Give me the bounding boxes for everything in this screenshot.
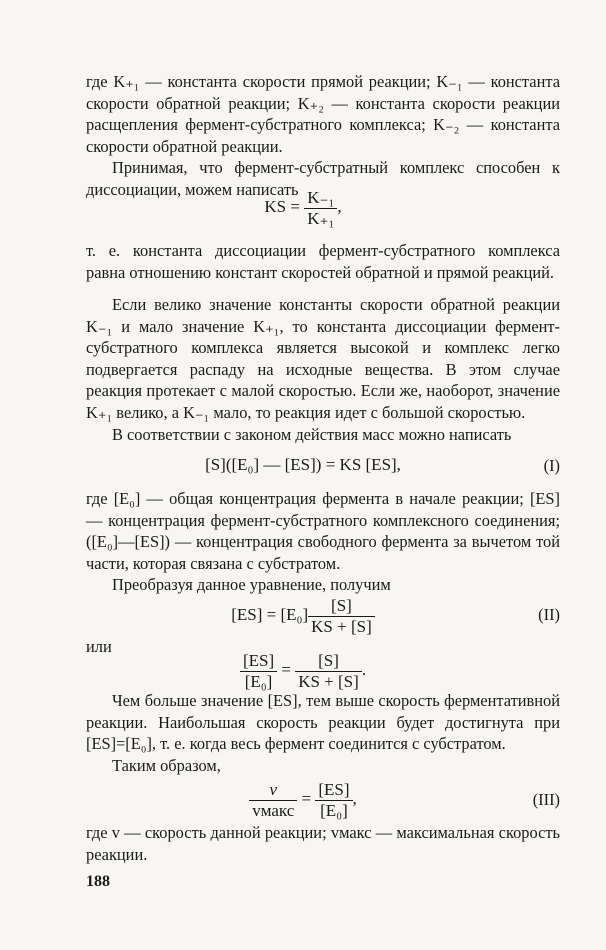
equation-2-lhs: [ES] = [E₀] (231, 604, 309, 624)
equation-2-denominator: KS + [S] (308, 616, 375, 637)
paragraph-thus: Таким образом, (112, 756, 221, 775)
paragraph-definitions: где [E₀] — общая концентрация фермента в начале реакции; [ES] — концентрация фермент-субстратного комплексного соединения; ([E₀]—[ES]) — концентрация свободного фермента за вычетом той части, которая связана с субстратом. (86, 489, 560, 573)
equation-3-right-numerator: [ES] (318, 780, 350, 799)
equation-ratio-right-numerator: [S] (318, 651, 339, 670)
formula-ks (0, 188, 606, 228)
equation-2 (0, 596, 606, 636)
equation-ratio-equals: = (281, 659, 291, 679)
equation-3-left-denominator: vмакс (249, 800, 297, 821)
paragraph-transform: Преобразуя данное уравнение, получим (112, 575, 391, 594)
equation-3-right (315, 780, 352, 820)
page-number: 188 (86, 873, 110, 890)
equation-1-body: [S]([E₀] — [ES]) = KS [ES], (205, 455, 401, 474)
formula-ks-denominator: K₊₁ (304, 208, 337, 229)
equation-ratio (0, 651, 606, 691)
paragraph-mass-action: В соответствии с законом действия масс можно написать (112, 425, 512, 444)
equation-2-fraction (308, 596, 375, 636)
paragraph-constants: где K₊₁ — константа скорости прямой реакции; K₋₁ — константа скорости обратной реакции; K₊₂ — константа скорости реакции расщепления фермент-субстратного комплекса; K₋₂ — константа скорости обратной реакции. (86, 72, 560, 156)
equation-ratio-left-numerator: [ES] (242, 651, 275, 670)
paragraph-dissociation-meaning: т. е. константа диссоциации фермент-субстратного комплекса равна отношению констант скоростей обратной и прямой реакций. (86, 241, 560, 282)
formula-ks-tail: , (337, 196, 342, 216)
equation-ratio-left-denominator: [E₀] (240, 671, 277, 692)
equation-3 (0, 780, 606, 820)
paragraph-or: или (86, 637, 112, 656)
paragraph-v-definition: где v — скорость данной реакции; vмакс — максимальная скорость реакции. (86, 823, 560, 864)
paragraph-max-rate: Чем больше значение [ES], тем выше скорость ферментативной реакции. Наибольшая скорость реакции будет достигнута при [ES]=[E₀], т. е. когда весь фермент соединится с субстратом. (86, 691, 560, 754)
equation-2-number: (II) (538, 605, 560, 624)
equation-ratio-right (295, 651, 362, 691)
equation-3-tail: , (352, 788, 357, 808)
equation-3-left (249, 780, 297, 820)
equation-2-numerator: [S] (331, 596, 352, 615)
equation-3-left-numerator: v (269, 780, 278, 799)
equation-ratio-tail: . (361, 659, 367, 679)
equation-3-right-denominator: [E₀] (315, 800, 352, 821)
paragraph-dissociation-intro: Принимая, что фермент-субстратный комплекс способен к диссоциации, можем написать (86, 158, 560, 199)
equation-1 (0, 455, 606, 475)
formula-ks-numerator: K₋₁ (307, 188, 335, 207)
equation-ratio-left (240, 651, 277, 691)
equation-3-equals: = (301, 788, 312, 808)
paragraph-high-k: Если велико значение константы скорости обратной реакции K₋₁ и мало значение K₊₁, то константа диссоциации фермент-субстратного комплекса является высокой и комплекс легко подвергается распаду на исходные вещества. В этом случае реакция протекает с малой скоростью. Если же, наоборот, значение K₊₁ велико, а K₋₁ мало, то реакция идет с большой скоростью. (86, 295, 560, 422)
equation-1-number: (I) (543, 456, 560, 475)
formula-ks-lhs: KS = (264, 196, 300, 216)
equation-ratio-right-denominator: KS + [S] (295, 671, 362, 692)
equation-3-number: (III) (532, 790, 560, 809)
formula-ks-fraction (304, 188, 337, 228)
